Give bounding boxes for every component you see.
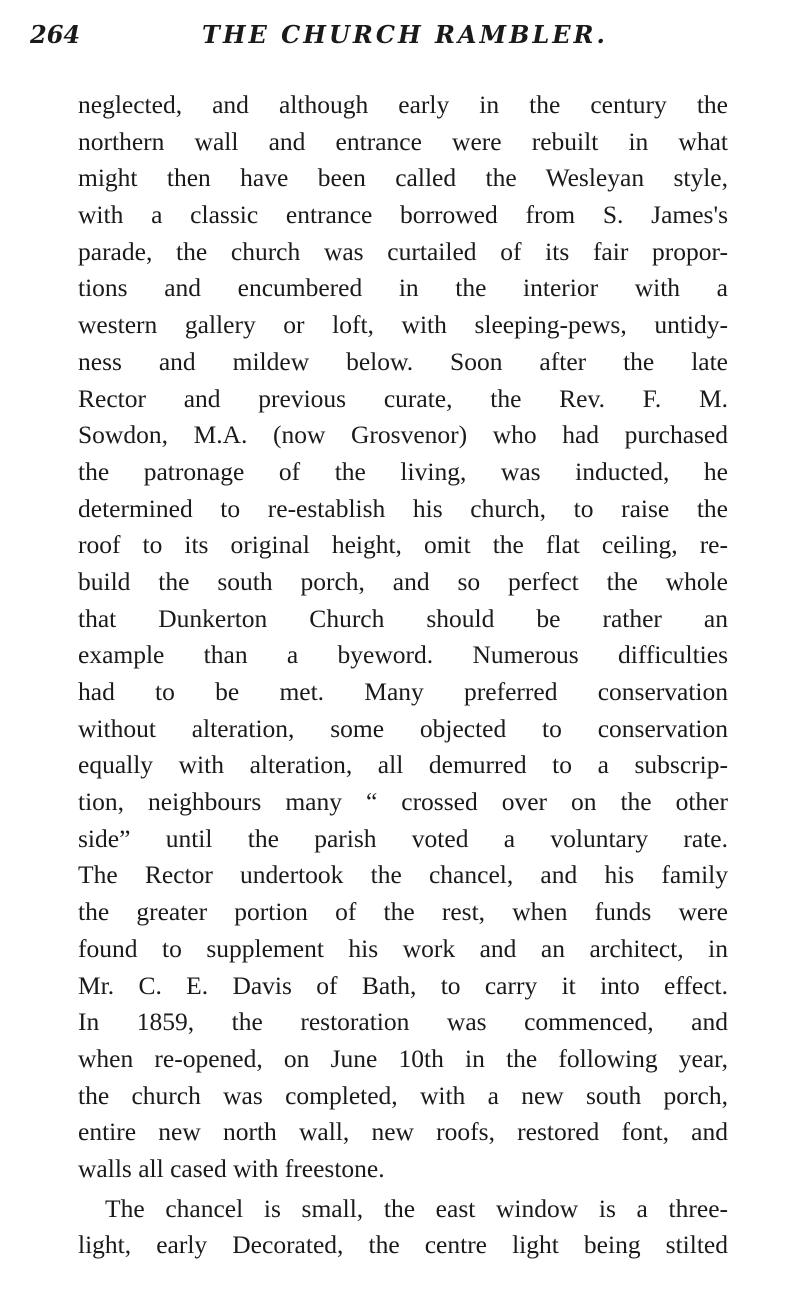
text-line: parade, the church was curtailed of its fair propor- (78, 236, 728, 266)
text-line: determined to re-establish his church, to raise the (78, 493, 728, 523)
text-line: Rector and previous curate, the Rev. F. M. (78, 383, 728, 413)
text-line: walls all cased with freestone. (78, 1153, 385, 1183)
text-line: tion, neighbours many “ crossed over on the other (78, 787, 728, 817)
text-line: equally with alteration, all demurred to a subscrip- (78, 750, 728, 780)
text-line: Sowdon, M.A. (now Grosvenor) who had purchased (78, 420, 728, 450)
text-line: found to supplement his work and an architect, in (78, 933, 728, 963)
page-number: 264 (30, 20, 81, 49)
text-line: Mr. C. E. Davis of Bath, to carry it into effect. (78, 970, 728, 1000)
running-header (30, 20, 630, 56)
text-line: might then have been called the Wesleyan style, (78, 163, 728, 193)
text-line: entire new north wall, new roofs, restored font, and (78, 1117, 728, 1147)
body-text (78, 87, 728, 1264)
text-line: the greater portion of the rest, when funds were (78, 897, 728, 927)
text-line: example than a byeword. Numerous difficulties (78, 640, 728, 670)
text-line: In 1859, the restoration was commenced, and (78, 1007, 728, 1037)
text-line: The chancel is small, the east window is a three- (105, 1193, 728, 1223)
text-line: western gallery or loft, with sleeping-pews, untidy- (78, 310, 728, 340)
text-line: had to be met. Many preferred conservation (78, 677, 728, 706)
text-line: roof to its original height, omit the flat ceiling, re- (78, 530, 728, 560)
text-line: The Rector undertook the chancel, and his family (78, 860, 728, 890)
text-line: side” until the parish voted a voluntary rate. (78, 823, 728, 853)
text-line: with a classic entrance borrowed from S. James's (78, 200, 728, 230)
text-line: light, early Decorated, the centre light being stilted (78, 1230, 728, 1260)
text-line: the patronage of the living, was inducted, he (78, 456, 728, 486)
text-line: tions and encumbered in the interior with a (78, 273, 728, 303)
text-line: the church was completed, with a new south porch, (78, 1080, 728, 1110)
text-line: without alteration, some objected to conservation (78, 713, 728, 743)
text-line: that Dunkerton Church should be rather an (78, 603, 728, 633)
text-line: neglected, and although early in the century the (78, 90, 728, 119)
text-line: northern wall and entrance were rebuilt in what (78, 126, 728, 156)
text-line: when re-opened, on June 10th in the following year, (78, 1043, 728, 1073)
running-title: THE CHURCH RAMBLER. (202, 20, 608, 49)
text-line: build the south porch, and so perfect the whole (78, 566, 728, 596)
text-line: ness and mildew below. Soon after the late (78, 346, 728, 376)
